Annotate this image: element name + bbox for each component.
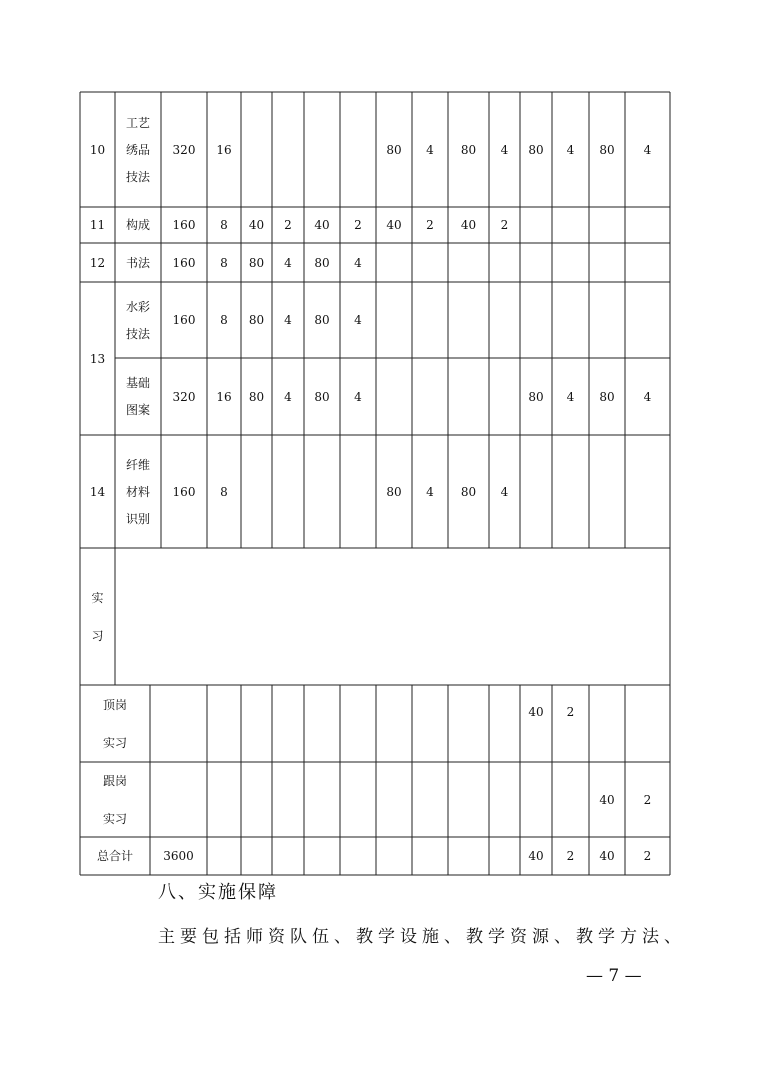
- row-label: 顶岗: [102, 697, 128, 712]
- semester-cell: 40: [460, 218, 477, 232]
- semester-cell: 4: [354, 389, 362, 404]
- semester-cell: 4: [566, 142, 575, 157]
- semester-cell: 4: [500, 142, 509, 157]
- course-name: 技法: [125, 326, 151, 341]
- hours-cell: 160: [172, 484, 196, 499]
- body-paragraph: 主要包括师资队伍、教学设施、教学资源、教学方法、: [158, 927, 686, 947]
- semester-cell: 4: [354, 313, 362, 327]
- hours-cell: 160: [172, 218, 196, 232]
- semester-cell: 4: [354, 255, 362, 270]
- total-cell: 2: [643, 849, 652, 863]
- semester-cell: 2: [566, 704, 575, 719]
- credits-cell: 16: [216, 142, 232, 157]
- semester-cell: 4: [643, 142, 652, 157]
- semester-cell: 80: [248, 389, 265, 404]
- semester-cell: 4: [566, 389, 575, 404]
- practice-label: 实: [91, 591, 104, 605]
- semester-cell: 4: [426, 484, 434, 499]
- semester-cell: 40: [386, 218, 402, 232]
- course-name: 书法: [125, 255, 151, 270]
- semester-cell: 4: [284, 389, 292, 404]
- semester-cell: 80: [528, 142, 544, 157]
- course-name: 图案: [125, 403, 151, 417]
- course-name: 绣品: [125, 142, 151, 157]
- row-number: 13: [89, 351, 106, 366]
- semester-cell: 4: [426, 142, 434, 157]
- semester-cell: 80: [314, 255, 330, 270]
- row-number: 12: [89, 255, 106, 270]
- semester-cell: 4: [500, 484, 509, 499]
- course-name: 基础: [125, 376, 151, 390]
- hours-cell: 320: [172, 142, 196, 157]
- row-number: 11: [89, 218, 106, 232]
- credits-cell: 8: [220, 218, 228, 232]
- semester-cell: 40: [528, 704, 544, 719]
- semester-cell: 80: [314, 389, 330, 404]
- semester-cell: 80: [460, 484, 477, 499]
- total-hours: 3600: [163, 849, 194, 863]
- total-cell: 40: [599, 849, 615, 863]
- semester-cell: 80: [528, 389, 544, 404]
- row-label: 实习: [102, 811, 128, 826]
- hours-cell: 160: [172, 255, 196, 270]
- section-heading: 八、实施保障: [158, 882, 278, 903]
- semester-cell: 4: [643, 389, 652, 404]
- row-number: 10: [89, 142, 106, 157]
- semester-cell: 2: [500, 218, 509, 232]
- hours-cell: 320: [172, 389, 196, 404]
- credits-cell: 8: [220, 313, 228, 327]
- total-cell: 40: [528, 849, 544, 863]
- credits-cell: 8: [220, 255, 228, 270]
- semester-cell: 80: [314, 313, 330, 327]
- semester-cell: 80: [248, 313, 265, 327]
- semester-cell: 80: [386, 484, 402, 499]
- course-name: 识别: [125, 511, 151, 526]
- semester-cell: 40: [248, 218, 265, 232]
- course-name: 水彩: [125, 299, 151, 314]
- total-cell: 2: [566, 849, 575, 863]
- semester-cell: 4: [284, 313, 292, 327]
- practice-label: 习: [91, 629, 104, 643]
- course-name: 材料: [125, 484, 151, 499]
- semester-cell: 80: [599, 142, 615, 157]
- credits-cell: 16: [216, 389, 232, 404]
- row-number: 14: [89, 484, 106, 499]
- total-label: 总合计: [96, 849, 134, 863]
- hours-cell: 160: [172, 313, 196, 327]
- page-number: — 7 —: [586, 966, 642, 986]
- semester-cell: 40: [314, 218, 330, 232]
- credits-cell: 8: [220, 484, 228, 499]
- course-name: 构成: [125, 218, 151, 232]
- semester-cell: 80: [248, 255, 265, 270]
- semester-cell: 80: [386, 142, 402, 157]
- course-name: 纤维: [125, 457, 151, 472]
- semester-cell: 2: [354, 218, 362, 232]
- semester-cell: 2: [643, 792, 652, 807]
- semester-cell: 80: [460, 142, 477, 157]
- course-name: 工艺: [125, 115, 151, 130]
- semester-cell: 2: [284, 218, 292, 232]
- row-label: 实习: [102, 735, 128, 750]
- semester-cell: 80: [599, 389, 615, 404]
- semester-cell: 2: [426, 218, 434, 232]
- semester-cell: 4: [284, 255, 292, 270]
- course-name: 技法: [125, 169, 151, 184]
- semester-cell: 40: [599, 792, 615, 807]
- row-label: 跟岗: [102, 773, 128, 788]
